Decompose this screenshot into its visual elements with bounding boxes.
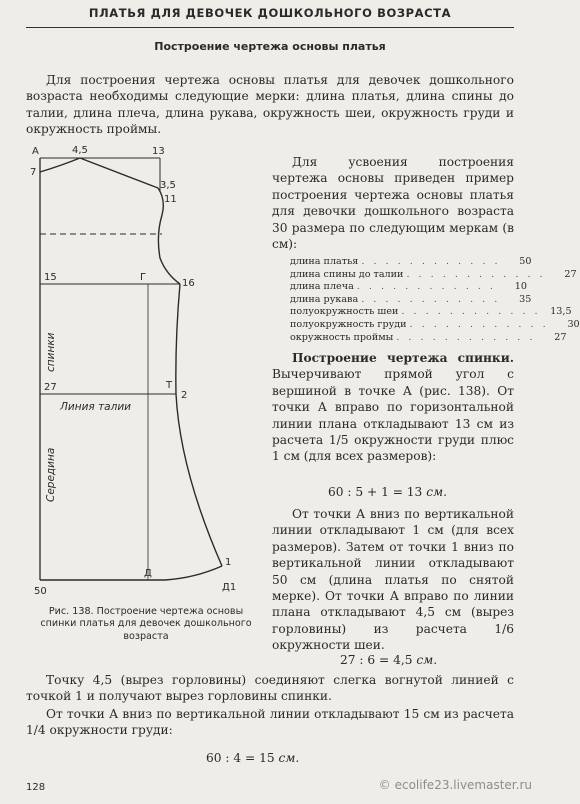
formula-3-unit: см. — [278, 751, 300, 765]
down-paragraph: От точки А вниз по вертикальной линии откладывают 15 см из расчета 1/4 окружности груди: — [26, 707, 514, 738]
measure-value: 27 — [564, 268, 577, 280]
label-11: 11 — [164, 194, 177, 205]
label-spine: спинки — [45, 332, 57, 372]
back-heading: Построение чертежа спинки. — [292, 351, 514, 365]
label-a: А — [32, 146, 39, 157]
hem-line — [40, 566, 222, 580]
formula-1 — [328, 484, 447, 500]
measure-row — [290, 281, 527, 294]
measure-row — [290, 306, 572, 319]
formula-2-expr: 27 : 6 = 4,5 — [340, 653, 413, 667]
measure-leader: . . . . . . . . . . . . — [401, 306, 541, 318]
neckline-curve — [40, 158, 80, 172]
label-waist-line: Линия талии — [60, 401, 131, 413]
formula-3 — [206, 750, 299, 766]
label-27: 27 — [44, 382, 57, 393]
shoulder-line — [80, 158, 158, 188]
figure-caption: Рис. 138. Построение чертежа основы спинки платья для девочек дошкольного возраста — [40, 606, 252, 642]
measure-label: полуокружность груди — [290, 318, 407, 330]
back-paragraph — [272, 350, 514, 465]
label-d1: Д1 — [222, 582, 237, 593]
join-paragraph: Точку 4,5 (вырез горловины) соединяют слегка вогнутой линией с точкой 1 и получают вырез горловины спинки. — [26, 673, 514, 704]
measures-list — [290, 256, 580, 344]
label-3-5: 3,5 — [160, 180, 176, 191]
side-seam-line — [176, 284, 222, 566]
intro-paragraph: Для построения чертежа основы платья для девочек дошкольного возраста необходимы следующие мерки: длина платья, длина спины до талии, длина плеча, длина рукава, окружность шеи, окружность груди и окружность проймы. — [26, 73, 514, 137]
measure-label: окружность проймы — [290, 331, 394, 343]
measure-leader: . . . . . . . . . . . . — [409, 318, 549, 330]
measure-leader: . . . . . . . . . . . . — [356, 281, 496, 293]
measure-row — [290, 256, 532, 269]
formula-2 — [340, 652, 437, 668]
back-pattern-drawing — [0, 0, 270, 610]
watermark — [379, 778, 532, 792]
measure-label: длина платья — [290, 256, 359, 267]
measure-value: 50 — [519, 256, 532, 267]
label-d: Д — [144, 568, 152, 579]
formula-1-expr: 60 : 5 + 1 = 13 — [328, 485, 423, 499]
measure-value: 10 — [514, 281, 527, 293]
measure-row — [290, 318, 580, 332]
formula-2-unit: см. — [416, 653, 438, 667]
label-2: 2 — [181, 390, 188, 401]
measure-value: 27 — [554, 331, 567, 343]
measure-value: 35 — [519, 293, 532, 305]
example-paragraph: Для усвоения построения чертежа основы приведен пример построения чертежа основы платья для девочки дошкольного возраста 30 размера по следующим меркам (в см): — [272, 155, 514, 252]
formula-3-expr: 60 : 4 = 15 — [206, 751, 275, 765]
measure-leader: . . . . . . . . . . . . — [361, 293, 501, 305]
measure-label: полуокружность шеи — [290, 306, 399, 318]
label-t: Т — [166, 380, 173, 391]
measure-row — [290, 293, 532, 307]
measure-label: длина плеча — [290, 281, 354, 293]
copyright-icon: © — [378, 778, 391, 792]
measure-row — [290, 268, 577, 282]
measure-label: длина рукава — [290, 293, 359, 305]
label-7: 7 — [30, 167, 37, 178]
measure-leader: . . . . . . . . . . . . — [406, 268, 546, 280]
running-header: ПЛАТЬЯ ДЛЯ ДЕВОЧЕК ДОШКОЛЬНОГО ВОЗРАСТА — [88, 6, 452, 20]
label-16: 16 — [182, 278, 195, 289]
label-15: 15 — [44, 272, 57, 283]
label-middle: Середина — [45, 447, 57, 502]
label-13: 13 — [152, 146, 165, 157]
neck-paragraph: От точки А вниз по вертикальной линии откладывают 1 см (для всех размеров). Затем от точки 1 вниз по вертикальной линии откладывают 50 см (длина платья по снятой мерке). От точки А вправо по линии плана откладывают 4,5 см (вырез горловины) из расчета 1/6 окружности шеи. — [272, 507, 514, 653]
watermark-text: ecolife23.livemaster.ru — [394, 778, 532, 792]
formula-1-unit: см. — [426, 485, 447, 499]
back-text: Вычерчивают прямой угол с вершиной в точке А (рис. 138). От точки А вправо по горизонтальной линии плана откладывают 13 см из расчета 1/5 окружности груди плюс 1 см (для всех размеров): — [272, 367, 514, 464]
label-50: 50 — [34, 586, 47, 597]
label-4-5: 4,5 — [72, 145, 88, 156]
measure-leader: . . . . . . . . . . . . — [361, 256, 501, 267]
label-g: Г — [140, 272, 147, 283]
measure-value: 13,5 — [550, 306, 572, 318]
measure-row — [290, 331, 567, 345]
page-number: 128 — [26, 782, 46, 793]
measure-leader: . . . . . . . . . . . . — [396, 331, 536, 343]
section-title: Построение чертежа основы платья — [154, 40, 386, 53]
measure-label: длина спины до талии — [290, 268, 404, 280]
measure-value: 30 — [567, 318, 580, 330]
label-1: 1 — [225, 557, 232, 568]
